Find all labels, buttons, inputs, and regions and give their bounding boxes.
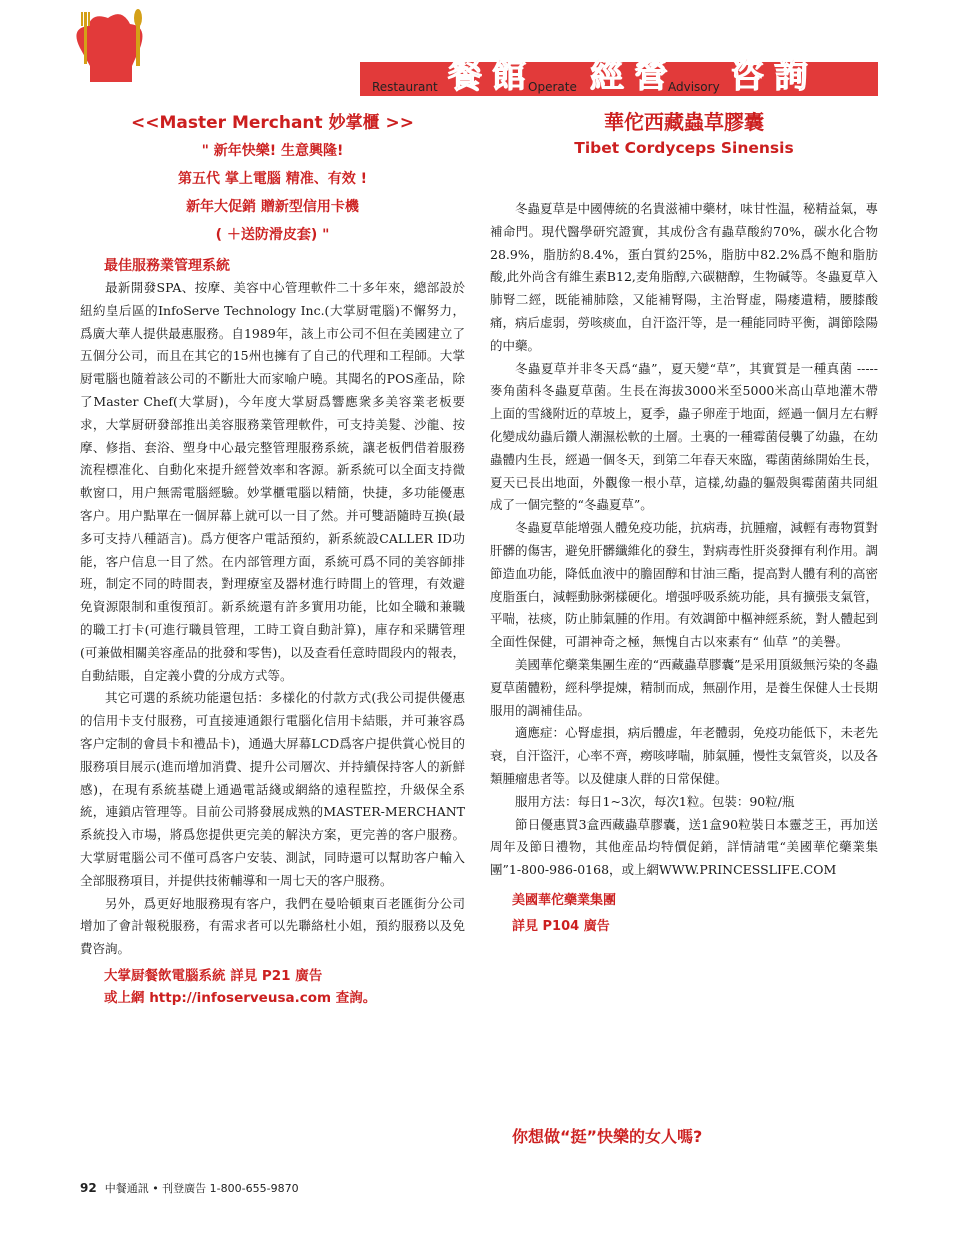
- header-advisory-cn: 咨詢: [730, 56, 818, 96]
- page-number: 92: [80, 1181, 97, 1195]
- promo-line-3: 新年大促銷 贈新型信用卡機: [186, 199, 359, 215]
- right-contact-company: 美國華佗藥業集團: [512, 892, 617, 908]
- left-contact-web[interactable]: 或上網 http://infoserveusa.com 查詢。: [104, 989, 377, 1006]
- right-paragraph-1: 冬蟲夏草是中國傳統的名貴滋補中藥材，味甘性温，秘精益氣，專補命門。現代醫學研究證實，其成份含有蟲草酸約70%，碳水化合物28.9%，脂肪約8.4%，蛋白質約25%，脂肪中82.2%爲不飽和脂肪酸,此外尚含有維生素B12,麦角脂醇,六碳糖醇，生物碱等。冬蟲夏草入肺腎二經，既能補肺陰，又能補腎陽，主治腎虚，陽痿遺精，腰膝酸痛，病后虚弱，勞咳痰血，自汗盗汗等，是一種能同時平衡，調節陰陽的中藥。: [490, 201, 878, 353]
- right-article-title-cn: 華佗西藏蟲草膠囊: [604, 110, 764, 134]
- next-article-question: 你想做“挺”快樂的女人嗎?: [512, 1127, 703, 1146]
- header-operate-en: Operate: [528, 80, 577, 94]
- header-advisory-en: Advisory: [668, 80, 720, 94]
- promo-line-4: ( ＋送防滑皮套) ": [215, 227, 330, 243]
- right-paragraph-3: 冬蟲夏草能增强人體免疫功能，抗病毒，抗腫瘤，減輕有毒物質對肝髒的傷害，避免肝髒纖維化的發生，對病毒性肝炎發揮有利作用。調節造血功能，降低血液中的膽固醇和甘油三酯，提高對人體有利的高密度脂蛋白，減輕動脉粥樣硬化。增强呼吸系統功能，具有擴張支氣管，平喘，祛痰，防止肺氣腫的作用。有效調節中樞神經系統，對人體起到全面性保健，可謂神奇之極，無愧自古以來素有“ 仙草 ”的美譽。: [490, 520, 878, 650]
- left-subtitle: 最佳服務業管理系統: [104, 258, 230, 274]
- right-paragraph-4: 美國華佗藥業集團生産的“西藏蟲草膠囊”是采用頂級無污染的冬蟲夏草菌體粉，經科學提煉，精制而成，無副作用，是養生保健人士長期服用的調補佳品。: [490, 656, 878, 718]
- right-article: [490, 108, 878, 940]
- left-paragraph-1: 最新開發SPA、按摩、美容中心管理軟件二十多年來，總部設於紐約皇后區的InfoServe Technology Inc.(大掌厨電腦)不懈努力，爲廣大華人提供最惠服務。自1989年，該上市公司不但在美國建立了五個分公司，而且在其它的15州也擁有了自己的代理和工程師。大掌厨電腦也隨着該公司的不斷壯大而家喻户曉。其聞名的POS產品，除了Master Chef(大掌厨)，今年度大掌厨爲響應衆多美容業老板要求，大掌厨研發部推出美容服務業管理軟件，可支持美髮、沙龍、按摩、修指、套浴、塑身中心最完整管理服務系統，讓老板們借着服務流程標准化、自動化來提升經營效率和客源。新系統可以全面支持微軟窗口，用户無需電腦經驗。妙掌櫃電腦以精簡，快捷，多功能優惠客户。用户點單在一個屏幕上就可以一目了然。并可雙語隨時互换(最多可支持八種語言)。爲方便客户電話預約，新系統設CALLER ID功能，客户信息一目了然。在内部管理方面，系統可爲不同的美容師排班，制定不同的時間表，對理療室及器材進行時間上的管理，有效避免資源限制和重復預訂。新系統還有許多實用功能，比如全職和兼職的職工打卡(可進行職員管理，工時工資自動計算)，庫存和采購管理(可兼做相關美容產品的批發和零售)，以及查看任意時間段内的報表，自動結賬，自定義小費的分成方式等。: [80, 280, 465, 683]
- right-article-title-en: Tibet Cordyceps Sinensis: [574, 139, 794, 157]
- header-operate-cn: 經營: [590, 56, 678, 96]
- right-paragraph-2: 冬蟲夏草并非冬天爲“蟲”，夏天變“草”，其實質是一種真菌 ----- 麥角菌科冬蟲夏草菌。生長在海拔3000米至5000米高山草地灌木帶上面的雪綫附近的草坡上，夏季，蟲子卵産于地面，經過一個月左右孵化變成幼蟲后鑽人潮濕松軟的土層。土裏的一種霉菌侵襲了幼蟲，在幼蟲體内生長，經過一個冬天，到第二年春天來臨，霉菌菌絲開始生長，夏天已長出地面，外觀像一根小草，這樣,幼蟲的軀殼與霉菌菌共同組成了一個完整的“冬蟲夏草”。: [490, 360, 878, 513]
- right-paragraph-7: 節日優惠買3盒西藏蟲草膠囊，送1盒90粒裝日本靈芝王，再加送周年及節日禮物，其他産品均特價促銷，詳情請電“美國華佗藥業集團”1-800-986-0168，或上網WWW.PRINCESSLIFE.COM: [490, 816, 878, 878]
- section-header: [160, 48, 878, 96]
- left-paragraph-2: 其它可選的系統功能還包括：多樣化的付款方式(我公司提供優惠的信用卡支付服務，可直接連通銀行電腦化信用卡結賬，并可兼容爲客户定制的會員卡和禮品卡)，通過大屏幕LCD爲客户提供賞心悦目的服務項目展示(進而增加消費、提升公司層次、并持續保持客人的新鮮感)，在現有系統基礎上通過電話綫或網絡的遠程監控，升級保全系統，連鎖店管理等。目前公司將發展成熟的MASTER-MERCHANT系統投入市場，將爲您提供更完美的解決方案，更完善的客户服務。大掌厨電腦公司不僅可爲客户安装、測試，同時還可以幫助客户輸入全部服務項目，并提供技術輔導和一周七天的客户服務。: [80, 690, 465, 888]
- page-footer: [80, 1180, 299, 1196]
- promo-line-1: " 新年快樂! 生意興隆!: [201, 143, 344, 159]
- chef-hat-utensils-logo: [70, 8, 150, 90]
- right-contact-ad: 詳見 P104 廣告: [512, 918, 610, 934]
- header-restaurant-cn: 餐館: [448, 56, 536, 96]
- left-paragraph-3: 另外，爲更好地服務現有客户，我們在曼哈頓東百老匯街分公司增加了會計報税服務，有需求者可以先聯絡杜小姐，預約服務以及免費咨詢。: [80, 895, 465, 957]
- header-restaurant-en: Restaurant: [372, 80, 438, 94]
- footer-text: 中餐通訊 • 刊登廣告 1-800-655-9870: [104, 1182, 299, 1195]
- right-paragraph-6: 服用方法：每日1~3次，每次1粒。包裝：90粒/瓶: [515, 793, 795, 809]
- promo-line-2: 第五代 掌上電腦 精准、有效 !: [177, 171, 367, 187]
- left-article-title: <<Master Merchant 妙掌櫃 >>: [131, 113, 414, 133]
- left-contact-ad: 大掌厨餐飲電腦系統 詳見 P21 廣告: [104, 967, 323, 984]
- right-paragraph-5: 適應症：心腎虚損，病后體虚，年老體弱，免疫功能低下，未老先衰，自汗盜汗，心率不齊，癆咳哮喘，肺氣腫，慢性支氣管炎，以及各類腫瘤患者等。以及健康人群的日常保健。: [490, 725, 878, 786]
- left-article: [80, 108, 465, 1009]
